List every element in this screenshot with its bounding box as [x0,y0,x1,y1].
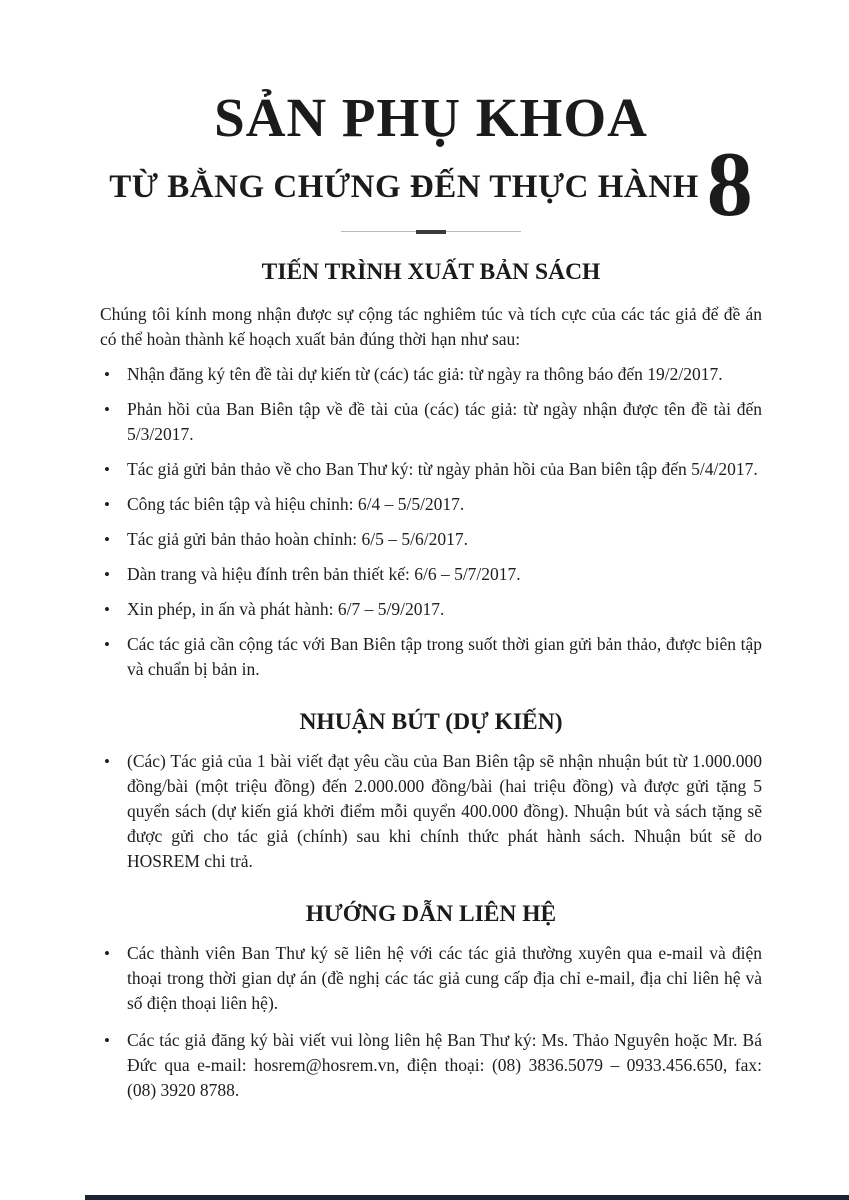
bullet-icon [100,749,127,874]
document-section [100,900,762,1103]
bullet-icon [100,1028,127,1103]
list-item [100,632,762,682]
list-item [100,941,762,1016]
book-title: SẢN PHỤ KHOA [214,87,648,148]
list-item [100,597,762,622]
document-section [100,708,762,874]
volume-number: 8 [706,133,753,235]
section-heading: NHUẬN BÚT (DỰ KIẾN) [299,708,563,735]
list-item-text: Công tác biên tập và hiệu chỉnh: 6/4 – 5/5/2017. [127,493,465,514]
list-item-text: Tác giả gửi bản thảo về cho Ban Thư ký: từ ngày phản hồi của Ban biên tập đến 5/4/2017. [127,458,758,479]
divider-ornament [341,231,521,232]
list-item-text: Phản hồi của Ban Biên tập về đề tài của (các) tác giả: từ ngày nhận được tên đề tài đến 5/3/2017. [127,398,762,444]
bullet-icon [100,562,127,587]
bullet-icon [100,527,127,552]
subtitle-row [100,133,762,235]
bullet-icon [100,492,127,517]
list-item [100,492,762,517]
list-item-text: Xin phép, in ấn và phát hành: 6/7 – 5/9/2017. [127,598,445,619]
list-item [100,749,762,874]
bullet-icon [100,362,127,387]
bottom-edge-bar [85,1195,849,1200]
list-item [100,527,762,552]
bullet-icon [100,632,127,682]
list-item [100,397,762,447]
section-heading: TIẾN TRÌNH XUẤT BẢN SÁCH [261,259,601,286]
book-subtitle: TỪ BẰNG CHỨNG ĐẾN THỰC HÀNH [109,168,699,205]
list-item-text: Nhận đăng ký tên đề tài dự kiến từ (các) tác giả: từ ngày ra thông báo đến 19/2/2017. [127,363,723,384]
list-item [100,562,762,587]
section-heading: HƯỚNG DẪN LIÊN HỆ [305,900,557,927]
divider-center-bar [416,230,446,234]
bullet-icon [100,941,127,1016]
document-body [100,258,762,1103]
bullet-icon [100,597,127,622]
document-section [100,258,762,681]
list-item-text: Các tác giả cần cộng tác với Ban Biên tập trong suốt thời gian gửi bản thảo, được biên tập và chuẩn bị bản in. [127,633,762,679]
list-item-text: (Các) Tác giả của 1 bài viết đạt yêu cầu của Ban Biên tập sẽ nhận nhuận bút từ 1.000.000 đồng/bài (một triệu đồng) đến 2.000.000 đồng/bài (hai triệu đồng) và được gửi tặng 5 quyển sách (dự kiến giá khởi điểm mỗi quyển 400.000 đồng). Nhuận bút và sách tặng sẽ được gửi cho tác giả (chính) sau khi chính thức phát hành sách. Nhuận bút sẽ do HOSREM chi trả. [127,750,762,871]
list-item [100,457,762,482]
list-item [100,362,762,387]
bullet-icon [100,397,127,447]
intro-paragraph: Chúng tôi kính mong nhận được sự cộng tác nghiêm túc và tích cực của các tác giả để đề án có thể hoàn thành kế hoạch xuất bản đúng thời hạn như sau: [100,303,762,349]
list-item-text: Tác giả gửi bản thảo hoàn chỉnh: 6/5 – 5/6/2017. [127,528,468,549]
list-item [100,1028,762,1103]
list-item-text: Các tác giả đăng ký bài viết vui lòng liên hệ Ban Thư ký: Ms. Thảo Nguyên hoặc Mr. Bá Đức qua e-mail: hosrem@hosrem.vn, điện thoại: (08) 3836.5079 – 0933.456.650, fax: (08) 3920 8788. [127,1030,762,1101]
list-item-text: Dàn trang và hiệu đính trên bản thiết kế: 6/6 – 5/7/2017. [127,563,521,584]
list-item-text: Các thành viên Ban Thư ký sẽ liên hệ với các tác giả thường xuyên qua e-mail và điện thoại trong thời gian dự án (đề nghị các tác giả cung cấp địa chỉ e-mail, địa chỉ liên hệ và số điện thoại liên hệ). [127,943,762,1014]
bullet-icon [100,457,127,482]
masthead [100,87,762,235]
